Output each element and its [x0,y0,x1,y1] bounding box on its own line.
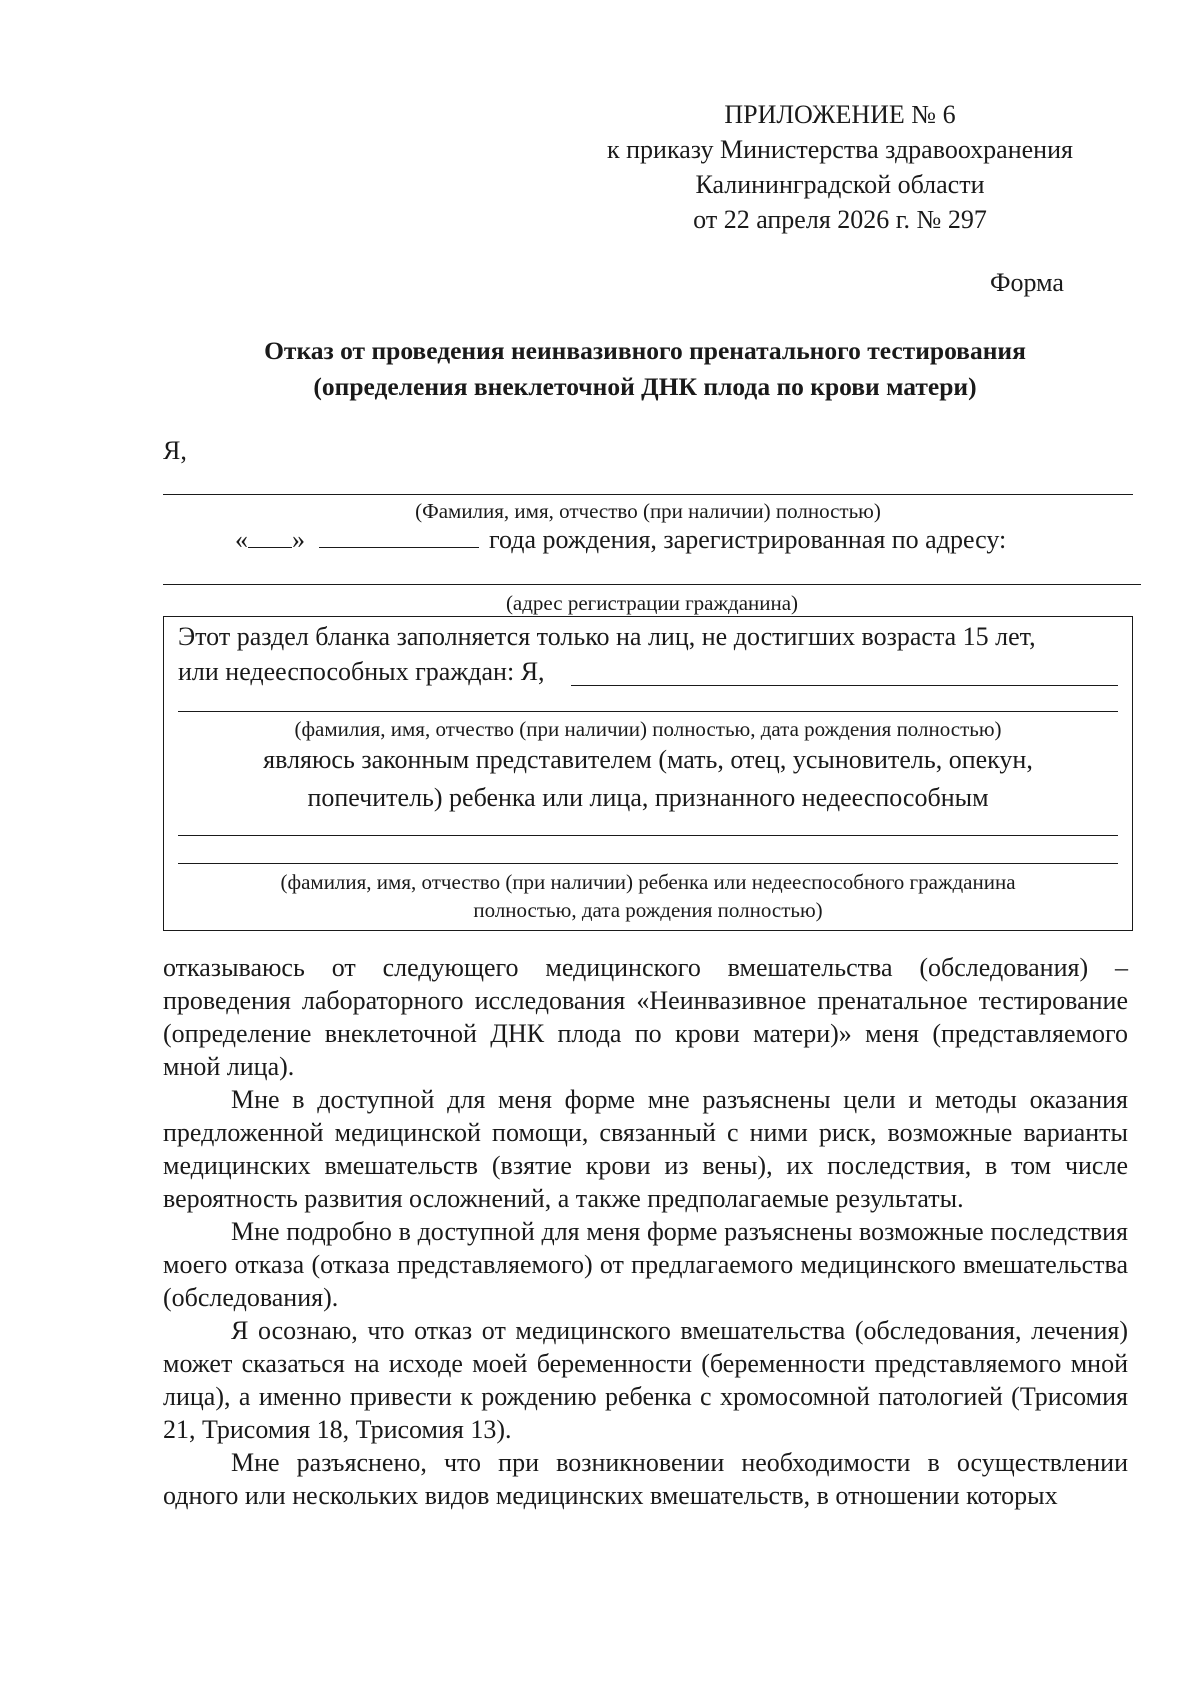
address-caption: (адрес регистрации гражданина) [505,591,799,615]
representative-ya: или недееспособных граждан: Я, [178,657,545,686]
title-line-1: Отказ от проведения неинвазивного пренатального тестирования [264,336,1026,365]
child-name-field-line[interactable] [178,835,1118,836]
open-quote: « [235,525,248,554]
close-quote: » [292,525,305,554]
paragraph-consequences: Мне подробно в доступной для меня форме разъяснены возможные последствия моего отказа (отказа представляемого) от предлагаемого медицинского вмешательства (обследования). [163,1217,1128,1312]
representative-caption: (фамилия, имя, отчество (при наличии) полностью, дата рождения полностью) [294,717,1002,741]
section-note-line-2 [178,654,1114,689]
form-label: Форма [990,268,1064,297]
paragraph-refusal: отказываюсь от следующего медицинского вмешательства (обследования) – проведения лабораторного исследования «Неинвазивное пренатальное тестирование (определение внеклеточной ДНК плода по крови матери)» меня (представляемого мной лица). [163,953,1128,1081]
representative-birth-field-line[interactable] [178,711,1118,712]
fio-field-line[interactable] [163,494,1133,495]
appendix-header [540,97,1140,237]
birth-text: года рождения, зарегистрированная по адресу: [489,525,1007,554]
representative-role-line-2: попечитель) ребенка или лица, признанного недееспособным [307,783,989,812]
child-caption-line-1: (фамилия, имя, отчество (при наличии) ребенка или недееспособного гражданина [280,870,1016,894]
ya-label: Я, [163,436,187,465]
title-line-2: (определения внеклеточной ДНК плода по крови матери) [313,372,977,401]
paragraph-awareness: Я осознаю, что отказ от медицинского вмешательства (обследования, лечения) может сказаться на исходе моей беременности (беременности представляемого мной лица), а именно привести к рождению ребенка с хромосомной патологией (Трисомия 21, Трисомия 18, Трисомия 13). [163,1316,1128,1444]
fio-caption: (Фамилия, имя, отчество (при наличии) полностью) [415,499,881,523]
address-field-line[interactable] [163,584,1141,585]
order-date-number: от 22 апреля 2026 г. № 297 [693,205,987,234]
appendix-number: ПРИЛОЖЕНИЕ № 6 [724,100,956,129]
section-note-line-1: Этот раздел бланка заполняется только на лиц, не достигших возраста 15 лет, [178,622,1036,651]
child-caption-line-2: полностью, дата рождения полностью) [473,898,823,922]
birth-month-year-field[interactable] [319,525,479,548]
order-ministry: к приказу Министерства здравоохранения [607,135,1073,164]
refusal-text [163,951,1128,1512]
child-birth-field-line[interactable] [178,863,1118,864]
representative-role-line-1: являюсь законным представителем (мать, отец, усыновитель, опекун, [263,745,1033,774]
representative-section [163,616,1133,931]
paragraph-explained-goals: Мне в доступной для меня форме мне разъяснены цели и методы оказания предложенной медицинской помощи, связанный с ними риск, возможные варианты медицинских вмешательств (взятие крови из вены), их последствия, в том числе вероятность развития осложнений, а также предполагаемые результаты. [163,1085,1128,1213]
representative-name-field-line[interactable] [571,685,1118,686]
order-region: Калининградской области [695,170,985,199]
birth-day-field[interactable] [248,525,292,548]
birth-date-line [235,525,1006,555]
paragraph-necessity: Мне разъяснено, что при возникновении необходимости в осуществлении одного или нескольких видов медицинских вмешательств, в отношении которых [163,1448,1128,1510]
document-title [150,333,1140,405]
